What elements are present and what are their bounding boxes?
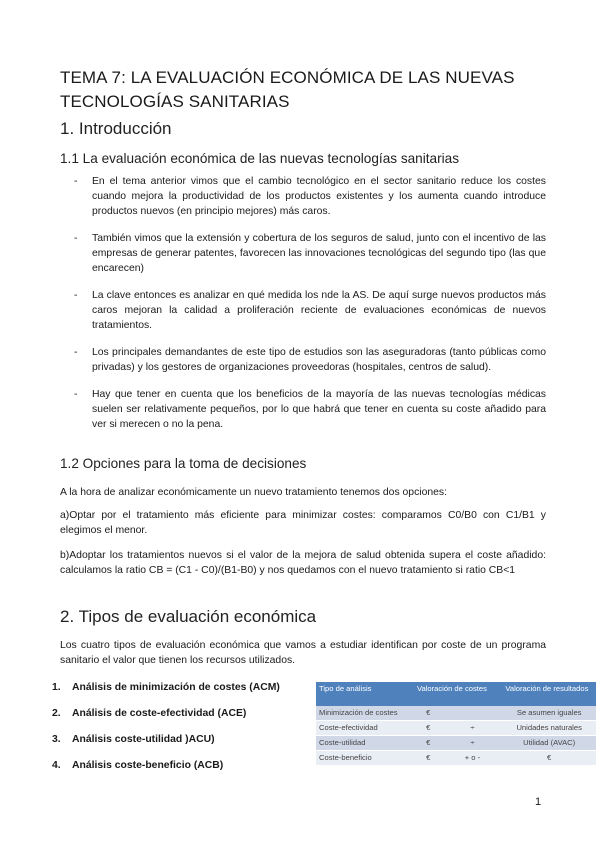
list-label: Análisis de coste-efectividad (ACE)	[72, 708, 247, 719]
table-cell: ÷	[443, 736, 503, 751]
bullet-text: En el tema anterior vimos que el cambio tecnológico en el sector sanitario reduce los costes cuando mejora la productividad de los productos existentes y los aumenta cuando introduce productos nuevos (en principio mejores) más caros.	[92, 176, 546, 217]
list-number: 1.	[52, 682, 61, 693]
table-cell: €	[414, 736, 443, 751]
bullet-text: También vimos que la extensión y cobertura de los seguros de salud, junto con el incentivo de las empresas de generar patentes, favorecen las innovaciones tecnológicas del segundo tipo (las que encarecen)	[92, 233, 546, 274]
list-number: 3.	[52, 734, 61, 745]
list-item	[52, 733, 280, 747]
bullet-text: La clave entonces es analizar en qué medida los nde la AS. De aquí surge nuevos productos más caros mejoran la calidad a proliferación reciente de evaluaciones económicas de nuevos tratamientos.	[92, 290, 546, 331]
table-cell: Minimización de costes	[316, 706, 414, 721]
table-cell: Utilidad (AVAC)	[502, 736, 596, 751]
table-header-row	[316, 682, 596, 706]
table-cell	[443, 706, 503, 721]
table-cell: + o -	[443, 751, 503, 766]
list-label: Análisis de minimización de costes (ACM)	[72, 682, 280, 693]
document-title: TEMA 7: LA EVALUACIÓN ECONÓMICA DE LAS NUEVAS TECNOLOGÍAS SANITARIAS	[60, 68, 515, 111]
types-intro: Los cuatro tipos de evaluación económica que vamos a estudiar identifican por coste de un programa sanitario el valor que tienen los recursos utilizados.	[60, 640, 546, 666]
list-item	[52, 681, 280, 695]
table-row	[316, 736, 596, 751]
table-cell: Unidades naturales	[502, 721, 596, 736]
list-label: Análisis coste-utilidad )ACU)	[72, 734, 215, 745]
list-label: Análisis coste-beneficio (ACB)	[72, 760, 224, 771]
table-row	[316, 721, 596, 736]
options-intro: A la hora de analizar económicamente un nuevo tratamiento tenemos dos opciones:	[60, 487, 447, 498]
section-2-heading: 2. Tipos de evaluación económica	[60, 607, 317, 626]
bullet-item	[74, 288, 546, 333]
evaluation-types-list	[52, 681, 280, 785]
section-1-heading: 1. Introducción	[60, 119, 172, 138]
bullet-item	[74, 345, 546, 375]
list-number: 4.	[52, 760, 61, 771]
bullet-text: Los principales demandantes de este tipo de estudios son las aseguradoras (tanto públicas como privadas) y los gestores de organizaciones proveedoras (hospitales, centros de salud).	[92, 347, 546, 373]
list-item	[52, 759, 280, 773]
table-cell: €	[502, 751, 596, 766]
section-1-2-heading: 1.2 Opciones para la toma de decisiones	[60, 456, 307, 471]
table-cell: Coste-efectividad	[316, 721, 414, 736]
dash-marker: -	[74, 233, 78, 244]
table-cell: €	[414, 706, 443, 721]
table-header-cell: Valoración de resultados	[502, 682, 596, 706]
table-row	[316, 751, 596, 766]
dash-marker: -	[74, 290, 78, 301]
evaluation-types-table	[316, 682, 596, 766]
table-cell: €	[414, 751, 443, 766]
section-1-1-heading: 1.1 La evaluación económica de las nuevas tecnologías sanitarias	[60, 151, 460, 166]
table-row	[316, 706, 596, 721]
bullet-text: Hay que tener en cuenta que los beneficios de la mayoría de las nuevas tecnologías médicas suelen ser relativamente pequeños, por lo que habrá que tener en cuenta su coste añadido para ver si merecen o no la pena.	[92, 389, 546, 430]
intro-bullet-list	[74, 174, 546, 444]
bullet-item	[74, 231, 546, 276]
dash-marker: -	[74, 389, 78, 400]
table-cell: ÷	[443, 721, 503, 736]
list-item	[52, 707, 280, 721]
table-cell: Coste-beneficio	[316, 751, 414, 766]
table-header-cell: Tipo de análisis	[316, 682, 414, 706]
dash-marker: -	[74, 347, 78, 358]
table-cell: €	[414, 721, 443, 736]
dash-marker: -	[74, 176, 78, 187]
bullet-item	[74, 174, 546, 219]
page-number: 1	[535, 796, 542, 808]
table-header-cell: Valoración de costes	[414, 682, 502, 706]
table-cell: Se asumen iguales	[502, 706, 596, 721]
option-a: a)Optar por el tratamiento más eficiente para minimizar costes: comparamos C0/B0 con C1/B1 y elegimos el menor.	[60, 510, 546, 536]
table-cell: Coste-utilidad	[316, 736, 414, 751]
option-b: b)Adoptar los tratamientos nuevos si el valor de la mejora de salud obtenida supera el coste añadido: calculamos la ratio CB = (C1 - C0)/(B1-B0) y nos quedamos con el nuevo tratamiento si ratio CB<1	[60, 550, 546, 576]
list-number: 2.	[52, 708, 61, 719]
bullet-item	[74, 387, 546, 432]
